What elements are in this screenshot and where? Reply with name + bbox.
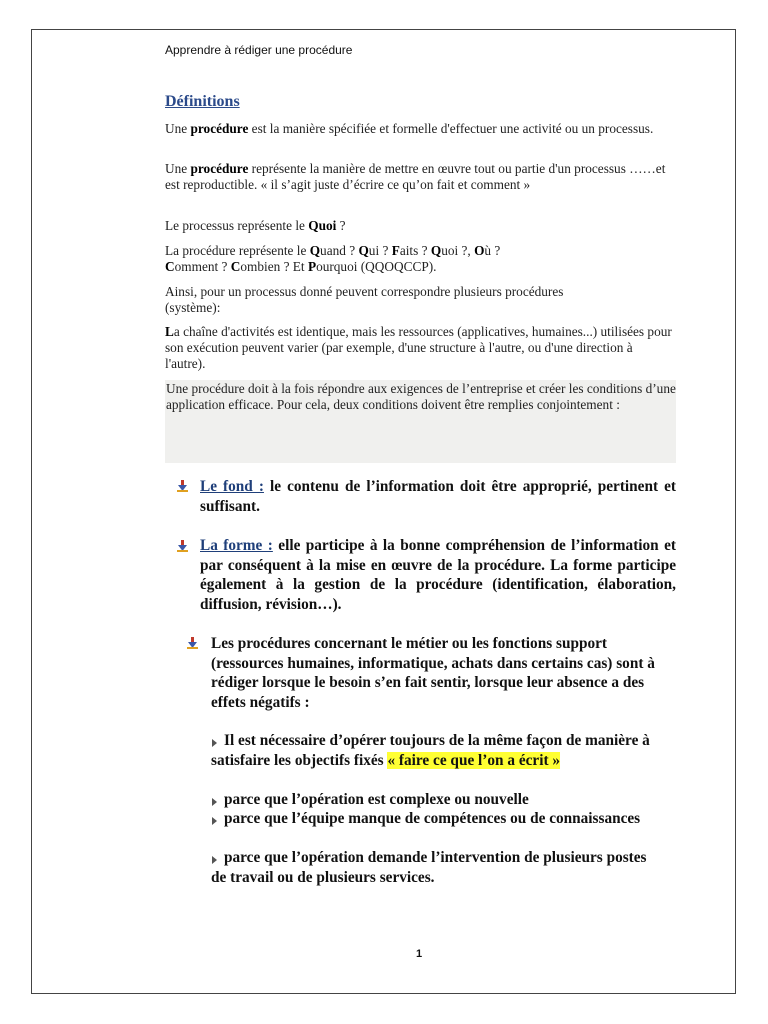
paragraph-chaine: La chaîne d'activités est identique, mais les ressources (applicatives, humaines...) utilisées pour son exécution peuvent varier (par exemple, d'une structure à l'autre, ou d'une direction à l'autre). [165, 324, 672, 371]
bullet-la-forme: La forme : elle participe à la bonne compréhension de l’information et par conséquent à la mise en œuvre de la procédure. La forme participe également à la gestion de la procédure (identification, élaboration, diffusion, révision…). [200, 537, 676, 613]
reason-competences: parce que l’équipe manque de compétences ou de connaissances [224, 810, 641, 827]
bullet-procedures-metier: Les procédures concernant le métier ou les fonctions support (ressources humaines, informatique, achats dans certains cas) sont à rédiger lorsque le besoin s’en fait sentir, lorsque leur absence a des effets négatifs : [211, 635, 655, 711]
reason-plusieurs-postes: parce que l’opération demande l’intervention de plusieurs postes de travail ou de plusieurs services. [211, 849, 647, 886]
highlighted-quote: « faire ce que l’on a écrit » [387, 751, 561, 769]
page-number: 1 [416, 948, 423, 960]
paragraph-definition-1: Une procédure est la manière spécifiée et formelle d'effectuer une activité ou un processus. [165, 121, 654, 136]
le-fond-label: Le fond : [200, 478, 264, 495]
reason-complexe: parce que l’opération est complexe ou nouvelle [224, 791, 529, 808]
bullet-le-fond: Le fond : le contenu de l’information doit être approprié, pertinent et suffisant. [200, 478, 676, 515]
paragraph-qqoqccp: La procédure représente le Quand ? Qui ? Faits ? Quoi ?, Où ? Comment ? Combien ? Et Pourquoi (QQOQCCP). [165, 243, 501, 274]
colored-arrow-down-icon [187, 637, 199, 649]
colored-arrow-down-icon [177, 480, 189, 492]
document-header: Apprendre à rédiger une procédure [165, 43, 353, 57]
shaded-note-text: Une procédure doit à la fois répondre aux exigences de l’entreprise et créer les conditions d’une application efficace. Pour cela, deux conditions doivent être remplies conjointement : [166, 381, 676, 412]
colored-arrow-down-icon [177, 540, 189, 552]
paragraph-ainsi: Ainsi, pour un processus donné peuvent correspondre plusieurs procédures (système): [165, 284, 564, 315]
shaded-note-box [165, 380, 676, 463]
section-heading: Définitions [165, 93, 240, 110]
la-forme-label: La forme : [200, 537, 273, 554]
reason-meme-facon: Il est nécessaire d’opérer toujours de la même façon de manière à satisfaire les objectifs fixés « faire ce que l’on a écrit » [211, 732, 650, 769]
paragraph-definition-2: Une procédure représente la manière de mettre en œuvre tout ou partie d'un processus ……et est reproductible. « il s’agit juste d’écrire ce qu’on fait et comment » [165, 161, 666, 192]
paragraph-quoi: Le processus représente le Quoi ? [165, 218, 346, 233]
